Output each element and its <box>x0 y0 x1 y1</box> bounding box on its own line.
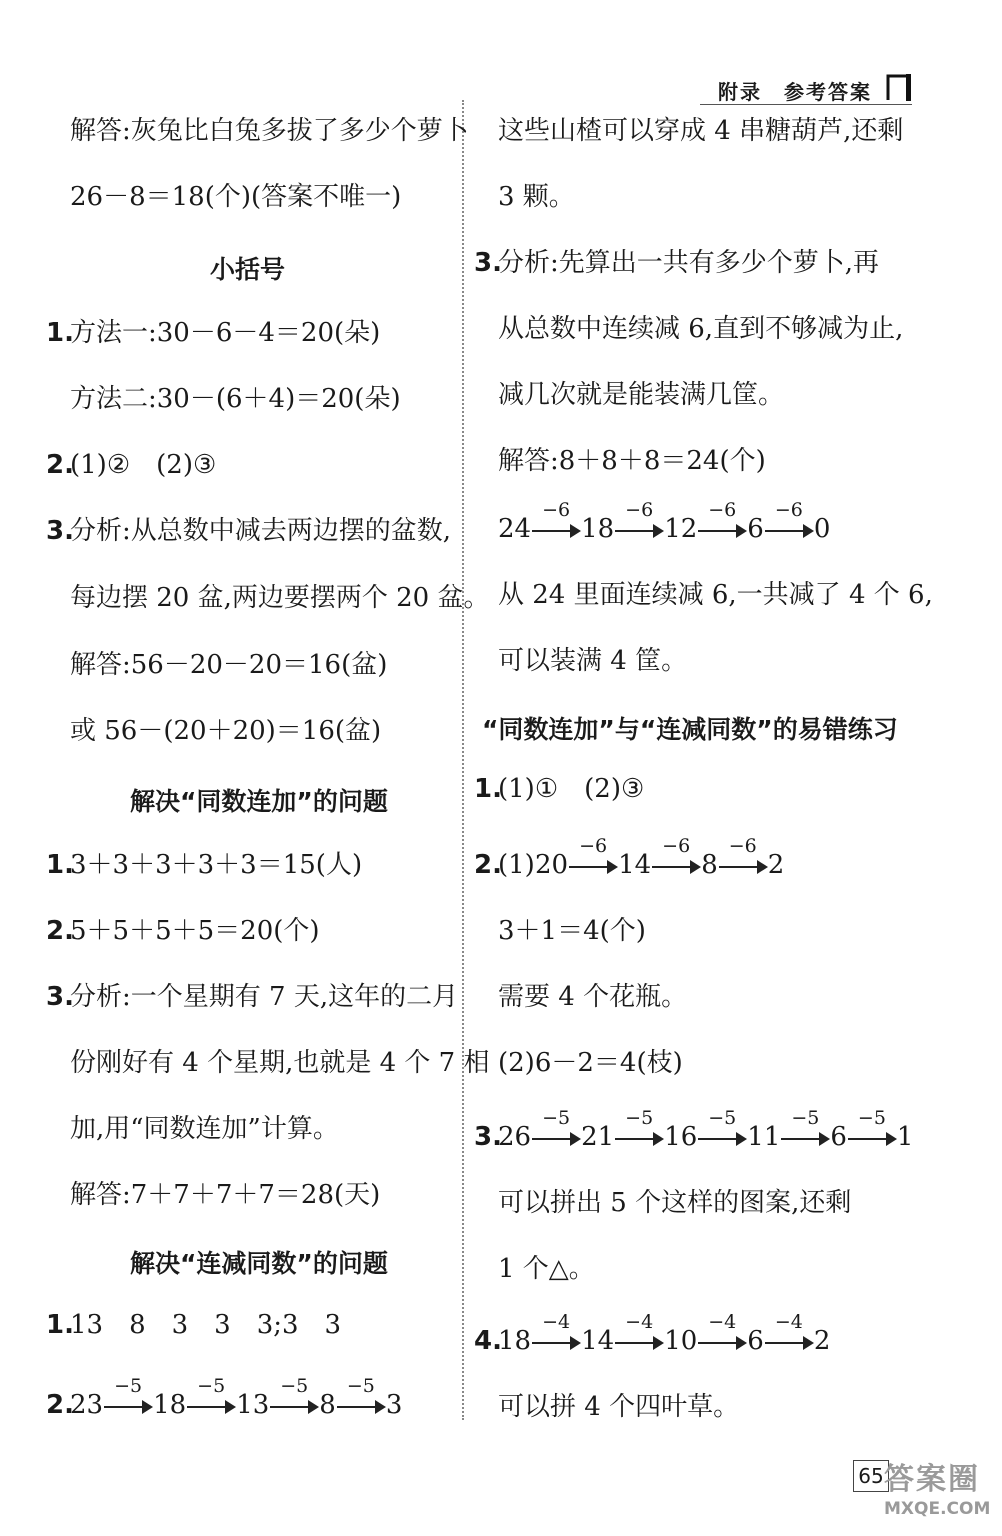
minus-arrow <box>615 1107 663 1154</box>
minus-arrow <box>652 835 700 882</box>
arrow-shaft <box>569 866 609 868</box>
arrow-shaft <box>104 1406 144 1408</box>
section-heading-common-mistakes: “同数连加”与“连减同数”的易错练习 <box>482 715 898 744</box>
item-number: 1. <box>46 850 74 880</box>
chain-step-value: 0 <box>813 514 831 544</box>
minus-arrow <box>719 835 767 882</box>
page-number: 65 <box>853 1460 889 1492</box>
arrow-shaft <box>781 1138 821 1140</box>
arrow-shaft <box>615 1138 655 1140</box>
chain-start-value: 18 <box>498 1326 532 1356</box>
arrow-shaft <box>615 1342 655 1344</box>
answer-line: (1)② (2)③ <box>70 450 217 480</box>
chain-step-value: 6 <box>830 1122 847 1152</box>
minus-arrow <box>104 1375 152 1422</box>
item-number: 2. <box>46 916 74 946</box>
minus-arrow <box>187 1375 235 1422</box>
chain-start-value: 23 <box>70 1390 104 1420</box>
arrow-head-icon <box>736 1132 747 1146</box>
item-number: 4. <box>474 1326 502 1356</box>
solution-line: 1 个△。 <box>498 1254 595 1284</box>
analysis-line: 每边摆 20 盆,两边要摆两个 20 盆。 <box>70 583 490 613</box>
solution-line: 从 24 里面连续减 6,一共减了 4 个 6, <box>498 580 933 610</box>
chain-start-value: 26 <box>498 1122 532 1152</box>
corner-mark-icon <box>882 72 912 102</box>
chain-step-value: 1 <box>896 1122 914 1152</box>
answer-line: (1)① (2)③ <box>498 774 645 804</box>
chain-step-value: 14 <box>618 850 652 880</box>
item-number: 1. <box>46 318 74 348</box>
arrow-label: −5 <box>542 1107 571 1129</box>
arrow-label: −6 <box>542 499 571 521</box>
arrow-head-icon <box>570 524 581 538</box>
column-divider <box>462 100 464 1420</box>
item-number: 2. <box>474 850 502 880</box>
solution-line: 可以装满 4 筐。 <box>498 646 688 676</box>
solution-line: 解答:8＋8＋8＝24(个) <box>498 446 766 476</box>
minus-arrow <box>698 1107 746 1154</box>
minus-arrow <box>532 1107 580 1154</box>
solution-line: 需要 4 个花瓶。 <box>498 982 688 1012</box>
arrow-label: −4 <box>625 1311 654 1333</box>
minus-arrow <box>781 1107 829 1154</box>
answer-line: 3＋3＋3＋3＋3＝15(人) <box>70 850 363 880</box>
minus-arrow <box>698 1311 746 1358</box>
analysis-line: 分析:先算出一共有多少个萝卜,再 <box>498 248 880 278</box>
arrow-label: −5 <box>625 1107 654 1129</box>
arrow-shaft <box>337 1406 377 1408</box>
arrow-label: −5 <box>708 1107 737 1129</box>
arrow-label: −5 <box>857 1107 886 1129</box>
item-number: 3. <box>46 516 74 546</box>
arrow-label: −5 <box>346 1375 375 1397</box>
arrow-shaft <box>765 530 805 532</box>
item-number: 1. <box>46 1310 74 1340</box>
arrow-head-icon <box>803 524 814 538</box>
chain-step-value: 6 <box>747 514 764 544</box>
arrow-label: −4 <box>708 1311 737 1333</box>
arrow-head-icon <box>819 1132 830 1146</box>
section-heading-parentheses: 小括号 <box>210 255 286 284</box>
answer-line: 13 8 3 3 3;3 3 <box>70 1310 342 1340</box>
analysis-line: 分析:从总数中减去两边摆的盆数, <box>70 516 452 546</box>
arrow-label: −5 <box>280 1375 309 1397</box>
arrow-shaft <box>270 1406 310 1408</box>
chain-step-value: 14 <box>581 1326 615 1356</box>
minus-arrow <box>337 1375 385 1422</box>
chain-step-value: 18 <box>581 514 615 544</box>
solution-line: 可以拼出 5 个这样的图案,还剩 <box>498 1188 852 1218</box>
item-number: 3. <box>474 248 502 278</box>
arrow-label: −6 <box>708 499 737 521</box>
minus-arrow <box>765 499 813 546</box>
chain-step-value: 8 <box>701 850 718 880</box>
watermark-text: 答案圈 <box>884 1462 980 1497</box>
chain-step-value: 12 <box>664 514 698 544</box>
chain-step-value: 18 <box>153 1390 187 1420</box>
subtraction-chain <box>498 1311 831 1358</box>
arrow-shaft <box>615 530 655 532</box>
section-heading-repeated-subtraction: 解决“连减同数”的问题 <box>130 1249 388 1278</box>
analysis-line: 分析:一个星期有 7 天,这年的二月 <box>70 982 459 1012</box>
left-line-2: 26－8＝18(个)(答案不唯一) <box>70 182 402 212</box>
arrow-head-icon <box>757 860 768 874</box>
chain-step-value: 21 <box>581 1122 615 1152</box>
left-line-1: 解答:灰兔比白兔多拔了多少个萝卜 <box>70 116 469 146</box>
minus-arrow <box>765 1311 813 1358</box>
arrow-head-icon <box>653 1132 664 1146</box>
arrow-shaft <box>698 1138 738 1140</box>
item-number: 2. <box>46 1390 74 1420</box>
section-heading-repeated-addition: 解决“同数连加”的问题 <box>130 787 388 816</box>
arrow-head-icon <box>690 860 701 874</box>
arrow-shaft <box>765 1342 805 1344</box>
arrow-head-icon <box>570 1132 581 1146</box>
answer-line: 5＋5＋5＋5＝20(个) <box>70 916 320 946</box>
minus-arrow <box>698 499 746 546</box>
analysis-line: 加,用“同数连加”计算。 <box>70 1114 339 1144</box>
chain-start-value: 24 <box>498 514 532 544</box>
right-line: 这些山楂可以穿成 4 串糖葫芦,还剩 <box>498 116 904 146</box>
minus-arrow <box>848 1107 896 1154</box>
chain-step-value: 13 <box>236 1390 270 1420</box>
header-rule <box>700 104 912 105</box>
arrow-shaft <box>652 866 692 868</box>
chain-step-value: 10 <box>664 1326 698 1356</box>
arrow-shaft <box>698 530 738 532</box>
minus-arrow <box>270 1375 318 1422</box>
arrow-label: −5 <box>197 1375 226 1397</box>
minus-arrow <box>615 499 663 546</box>
sub-item-prefix: (1) <box>498 850 535 880</box>
arrow-head-icon <box>736 524 747 538</box>
item-number: 3. <box>474 1122 502 1152</box>
chain-step-value: 2 <box>767 850 785 880</box>
page-header: 附录 参考答案 <box>718 80 872 104</box>
method-two: 方法二:30－(6＋4)＝20(朵) <box>70 384 401 414</box>
arrow-label: −5 <box>114 1375 143 1397</box>
chain-step-value: 6 <box>747 1326 764 1356</box>
chain-step-value: 16 <box>664 1122 698 1152</box>
minus-arrow <box>532 1311 580 1358</box>
chain-step-value: 11 <box>747 1122 781 1152</box>
arrow-head-icon <box>308 1400 319 1414</box>
arrow-shaft <box>698 1342 738 1344</box>
solution-line: 解答:56－20－20＝16(盆) <box>70 650 388 680</box>
subtraction-chain <box>498 1107 914 1154</box>
minus-arrow <box>532 499 580 546</box>
arrow-head-icon <box>142 1400 153 1414</box>
minus-arrow <box>569 835 617 882</box>
method-one: 方法一:30－6－4＝20(朵) <box>70 318 381 348</box>
chain-step-value: 2 <box>813 1326 831 1356</box>
watermark-url: MXQE.COM <box>884 1499 991 1519</box>
arrow-head-icon <box>736 1336 747 1350</box>
item-number: 2. <box>46 450 74 480</box>
arrow-label: −4 <box>542 1311 571 1333</box>
arrow-shaft <box>848 1138 888 1140</box>
analysis-line: 从总数中连续减 6,直到不够减为止, <box>498 314 904 344</box>
arrow-head-icon <box>803 1336 814 1350</box>
arrow-head-icon <box>570 1336 581 1350</box>
arrow-head-icon <box>375 1400 386 1414</box>
arrow-label: −6 <box>662 835 691 857</box>
arrow-head-icon <box>225 1400 236 1414</box>
analysis-line: 减几次就是能装满几筐。 <box>498 380 785 410</box>
solution-line: 可以拼 4 个四叶草。 <box>498 1392 740 1422</box>
chain-step-value: 3 <box>385 1390 403 1420</box>
arrow-label: −6 <box>728 835 757 857</box>
subtraction-chain <box>70 1375 403 1422</box>
arrow-shaft <box>532 1342 572 1344</box>
subtraction-chain <box>498 499 831 546</box>
arrow-label: −4 <box>774 1311 803 1333</box>
arrow-shaft <box>719 866 759 868</box>
arrow-head-icon <box>653 524 664 538</box>
solution-line: 或 56－(20＋20)＝16(盆) <box>70 716 382 746</box>
arrow-head-icon <box>607 860 618 874</box>
arrow-shaft <box>187 1406 227 1408</box>
arrow-label: −5 <box>791 1107 820 1129</box>
arrow-shaft <box>532 530 572 532</box>
subtraction-chain <box>535 835 785 882</box>
arrow-label: −6 <box>774 499 803 521</box>
solution-line: 解答:7＋7＋7＋7＝28(天) <box>70 1180 381 1210</box>
arrow-head-icon <box>886 1132 897 1146</box>
arrow-head-icon <box>653 1336 664 1350</box>
chain-start-value: 20 <box>535 850 569 880</box>
solution-line: (2)6－2＝4(枝) <box>498 1048 683 1078</box>
analysis-line: 份刚好有 4 个星期,也就是 4 个 7 相 <box>70 1048 490 1078</box>
item-number: 3. <box>46 982 74 1012</box>
arrow-label: −6 <box>625 499 654 521</box>
item-number: 1. <box>474 774 502 804</box>
right-line: 3 颗。 <box>498 182 575 212</box>
minus-arrow <box>615 1311 663 1358</box>
chain-step-value: 8 <box>319 1390 336 1420</box>
watermark-logo <box>884 1462 996 1532</box>
solution-line: 3＋1＝4(个) <box>498 916 646 946</box>
arrow-label: −6 <box>579 835 608 857</box>
arrow-shaft <box>532 1138 572 1140</box>
